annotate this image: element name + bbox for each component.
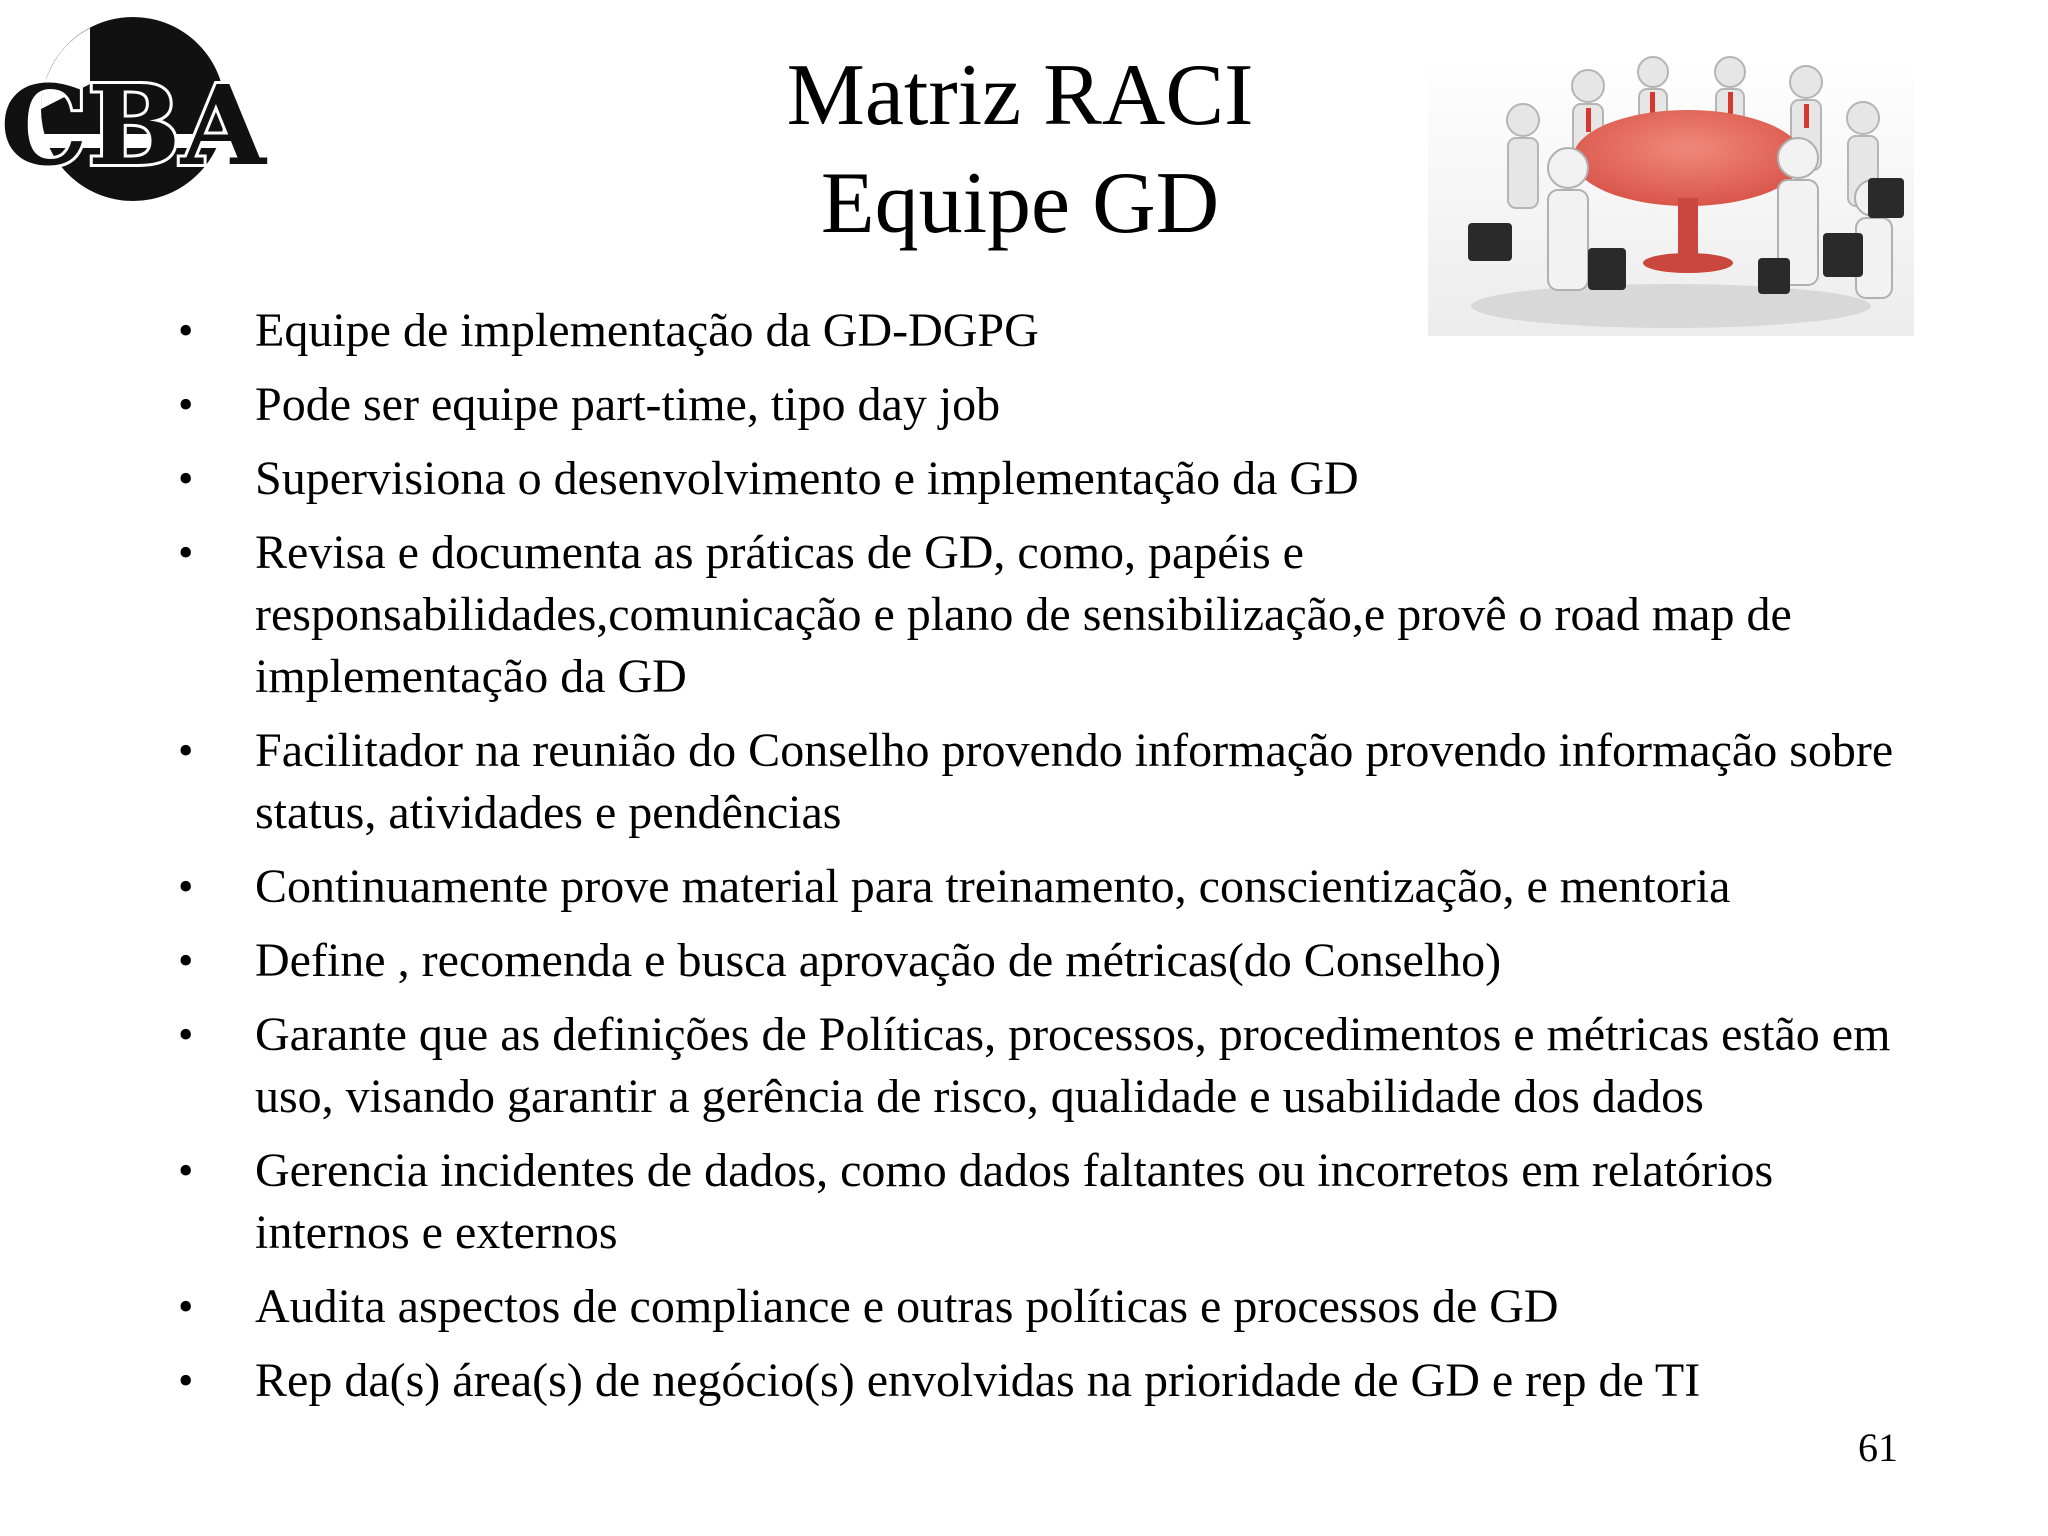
bullet-text: Equipe de implementação da GD-DGPG bbox=[255, 304, 1039, 357]
bullet-icon: • bbox=[178, 936, 194, 985]
bullet-icon: • bbox=[178, 454, 194, 503]
svg-text:CBA: CBA bbox=[0, 61, 266, 190]
bullet-icon: • bbox=[178, 726, 194, 775]
page-number: 61 bbox=[1858, 1425, 1898, 1470]
bullet-icon: • bbox=[178, 1010, 194, 1059]
list-item bbox=[160, 1004, 1920, 1128]
bullet-icon: • bbox=[178, 306, 194, 355]
bullet-text: Supervisiona o desenvolvimento e implementação da GD bbox=[255, 452, 1359, 505]
bullet-icon: • bbox=[178, 528, 194, 577]
list-item bbox=[160, 930, 1920, 992]
bullet-icon: • bbox=[178, 380, 194, 429]
list-item bbox=[160, 720, 1920, 844]
meeting-round-table-icon bbox=[1428, 58, 1914, 336]
bullet-text: Continuamente prove material para treinamento, conscientização, e mentoria bbox=[255, 860, 1731, 913]
bullet-text: Rep da(s) área(s) de negócio(s) envolvidas na prioridade de GD e rep de TI bbox=[255, 1354, 1701, 1407]
bullet-icon: • bbox=[178, 1356, 194, 1405]
bullet-text: Gerencia incidentes de dados, como dados faltantes ou incorretos em relatórios internos e externos bbox=[255, 1144, 1774, 1259]
slide-title bbox=[640, 42, 1400, 258]
list-item bbox=[160, 522, 1920, 708]
bullet-text: Pode ser equipe part-time, tipo day job bbox=[255, 378, 1001, 431]
bullet-text: Audita aspectos de compliance e outras políticas e processos de GD bbox=[255, 1280, 1559, 1333]
list-item bbox=[160, 448, 1920, 510]
title-line-1: Matriz RACI bbox=[786, 47, 1254, 144]
bullet-list bbox=[160, 300, 1920, 1424]
list-item bbox=[160, 1276, 1920, 1338]
list-item bbox=[160, 374, 1920, 436]
cba-logo-icon bbox=[0, 14, 266, 204]
bullet-icon: • bbox=[178, 1282, 194, 1331]
list-item bbox=[160, 300, 1920, 362]
bullet-icon: • bbox=[178, 862, 194, 911]
title-line-2: Equipe GD bbox=[820, 155, 1220, 252]
list-item bbox=[160, 856, 1920, 918]
bullet-text: Define , recomenda e busca aprovação de métricas(do Conselho) bbox=[255, 934, 1502, 987]
bullet-text: Facilitador na reunião do Conselho provendo informação provendo informação sobre status, atividades e pendências bbox=[255, 724, 1894, 839]
bullet-icon: • bbox=[178, 1146, 194, 1195]
list-item bbox=[160, 1350, 1920, 1412]
list-item bbox=[160, 1140, 1920, 1264]
bullet-text: Garante que as definições de Políticas, processos, procedimentos e métricas estão em uso, visando garantir a gerência de risco, qualidade e usabilidade dos dados bbox=[255, 1008, 1891, 1123]
bullet-text: Revisa e documenta as práticas de GD, como, papéis e responsabilidades,comunicação e plano de sensibilização,e provê o road map de implementação da GD bbox=[255, 526, 1792, 703]
